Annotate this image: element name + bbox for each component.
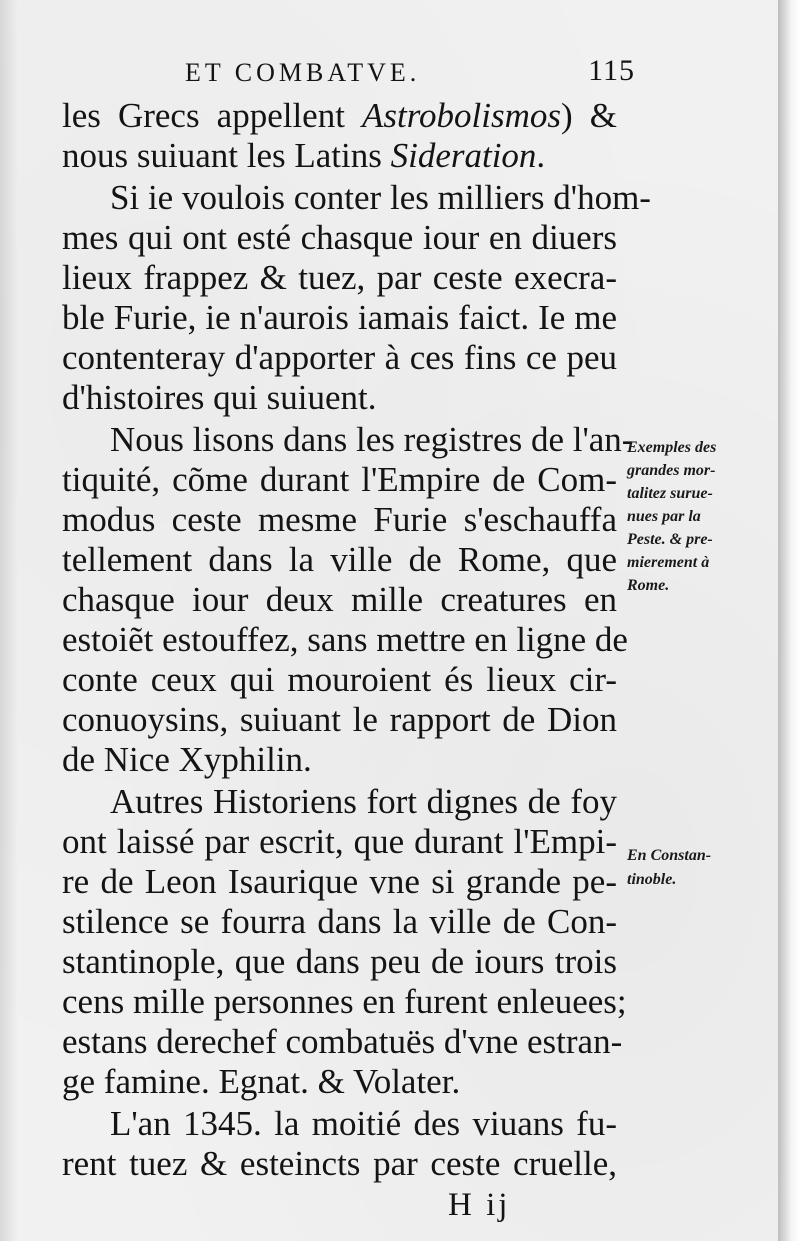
margin-note-line: tinoble. <box>627 871 677 888</box>
running-title: ET COMBATVE. <box>185 58 421 87</box>
margin-note-line: Peste. & pre- <box>627 531 713 548</box>
text-line: nous suiuant les Latins Sideration. <box>62 136 546 175</box>
text-line: cens mille personnes en furent enleuees; <box>62 982 627 1021</box>
margin-note-line: talitez surue- <box>627 485 713 502</box>
margin-notes <box>627 0 777 1241</box>
text-line: rent tuez & esteincts par ceste cruelle, <box>62 1144 617 1183</box>
text-line: tiquité, cõme durant l'Empire de Com- <box>62 460 617 499</box>
text-line: modus ceste mesme Furie s'eschauffa <box>62 500 617 539</box>
page-number: 115 <box>588 54 635 87</box>
text-line: ont laissé par escrit, que durant l'Empi- <box>62 822 617 861</box>
signature-mark: H ij <box>448 1187 511 1223</box>
gutter-shadow <box>0 0 18 1241</box>
running-head <box>185 54 635 94</box>
text-line: mes qui ont esté chasque iour en diuers <box>62 218 617 257</box>
margin-note-line: mierement à <box>627 554 710 571</box>
text-line: conte ceux qui mouroient és lieux cir- <box>62 660 617 699</box>
margin-note-line: Rome. <box>627 577 670 594</box>
text-line: les Grecs appellent Astrobolismos) & <box>62 96 617 135</box>
text-line: Si ie voulois conter les milliers d'hom- <box>110 178 651 217</box>
margin-note-line: grandes mor- <box>627 462 716 479</box>
text-line: d'histoires qui suiuent. <box>62 378 377 417</box>
text-line: conuoysins, suiuant le rapport de Dion <box>62 700 617 739</box>
text-line: Nous lisons dans les registres de l'an- <box>110 420 634 459</box>
text-line: de Nice Xyphilin. <box>62 740 312 779</box>
text-line: tellement dans la ville de Rome, que <box>62 540 617 579</box>
text-line: re de Leon Isaurique vne si grande pe- <box>62 862 617 901</box>
text-line: stilence se fourra dans la ville de Con- <box>62 902 617 941</box>
margin-note-line: nues par la <box>627 508 701 525</box>
margin-note-line: Exemples des <box>627 439 717 456</box>
margin-note-line: En Constan- <box>627 847 712 864</box>
text-line: stantinople, que dans peu de iours trois <box>62 942 617 981</box>
text-line: ble Furie, ie n'aurois iamais faict. Ie me <box>62 298 617 337</box>
text-line: chasque iour deux mille creatures en <box>62 580 617 619</box>
text-line: Autres Historiens fort dignes de foy <box>110 782 617 821</box>
body-text <box>62 96 651 1196</box>
text-line: estans derechef combatuës d'vne estran- <box>62 1022 623 1061</box>
text-line: L'an 1345. la moitié des viuans fu- <box>110 1104 617 1143</box>
text-line: contenteray d'apporter à ces fins ce peu <box>62 338 617 377</box>
text-line: lieux frappez & tuez, par ceste execra- <box>62 258 617 297</box>
text-line: ge famine. Egnat. & Volater. <box>62 1062 461 1101</box>
page-edge <box>778 0 800 1241</box>
text-line: estoiẽt estouffez, sans mettre en ligne de <box>62 620 628 659</box>
